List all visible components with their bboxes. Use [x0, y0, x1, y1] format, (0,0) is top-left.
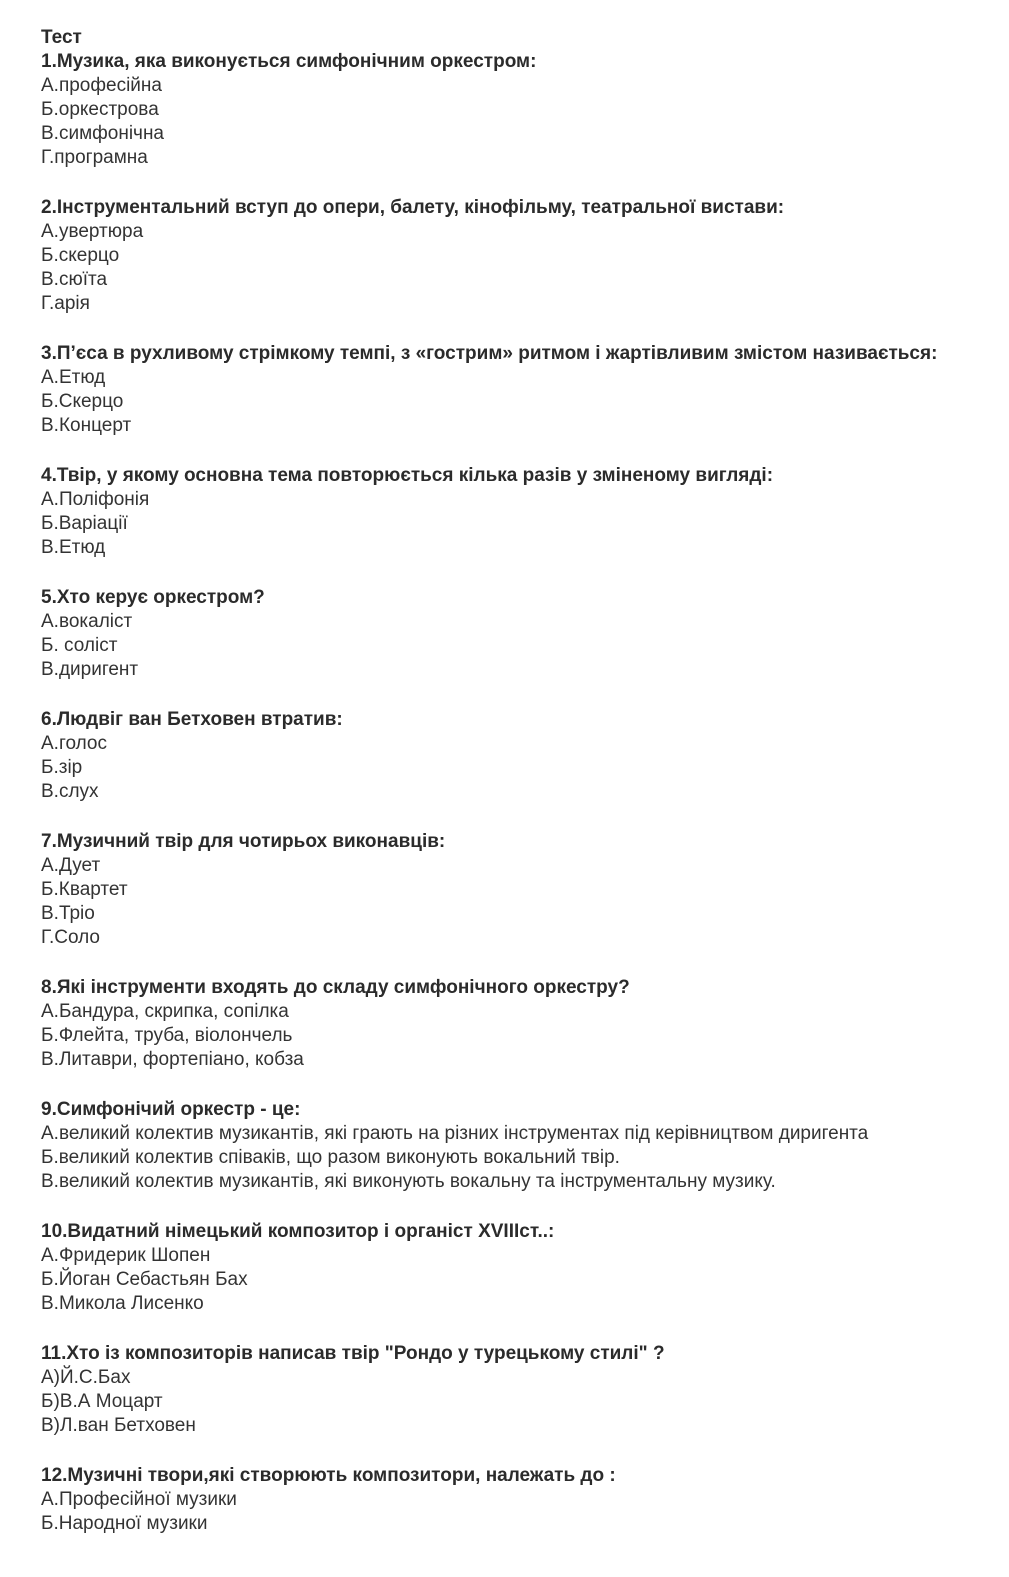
answer-option: А.Фридерик Шопен	[41, 1245, 211, 1266]
question-3	[41, 342, 1001, 438]
test-document	[41, 26, 1001, 1562]
answer-option: Б.Квартет	[41, 879, 128, 900]
question-text: 3.П’єса в рухливому стрімкому темпі, з «гострим» ритмом і жартівливим змістом називається:	[41, 343, 938, 364]
question-text: 6.Людвіг ван Бетховен втратив:	[41, 709, 343, 730]
answer-option: Б.зір	[41, 757, 83, 778]
question-text: 2.Інструментальний вступ до опери, балету, кінофільму, театральної вистави:	[41, 197, 785, 218]
question-text: 5.Хто керує оркестром?	[41, 587, 265, 608]
answer-option: А.Професійної музики	[41, 1489, 237, 1510]
answer-option: Г.арія	[41, 293, 90, 314]
answer-option: В.слух	[41, 781, 99, 802]
answer-option: А.Бандура, скрипка, сопілка	[41, 1001, 289, 1022]
answer-option: Б.великий колектив співаків, що разом виконують вокальний твір.	[41, 1147, 620, 1168]
page-title: Тест	[41, 27, 82, 48]
answer-option: Б.Йоган Себастьян Бах	[41, 1269, 248, 1290]
question-8	[41, 976, 1001, 1072]
question-text: 10.Видатний німецький композитор і органіст XVIIIст..:	[41, 1221, 555, 1242]
question-text: 7.Музичний твір для чотирьох виконавців:	[41, 831, 446, 852]
answer-option: В.диригент	[41, 659, 139, 680]
answer-option: В.Тріо	[41, 903, 95, 924]
answer-option: В)Л.ван Бетховен	[41, 1415, 196, 1436]
answer-option: В.Микола Лисенко	[41, 1293, 204, 1314]
answer-option: Б. соліст	[41, 635, 118, 656]
question-text: 4.Твір, у якому основна тема повторюється кілька разів у зміненому вигляді:	[41, 465, 774, 486]
question-9	[41, 1098, 1001, 1194]
answer-option: А.увертюра	[41, 221, 144, 242]
answer-option: Б.скерцо	[41, 245, 120, 266]
answer-option: Б.Флейта, труба, віолончель	[41, 1025, 293, 1046]
question-6	[41, 708, 1001, 804]
question-text: 8.Які інструменти входять до складу симфонічного оркестру?	[41, 977, 630, 998]
answer-option: Б.оркестрова	[41, 99, 159, 120]
question-1	[41, 50, 1001, 170]
answer-option: А.професійна	[41, 75, 162, 96]
answer-option: А.голос	[41, 733, 107, 754]
answer-option: В.Концерт	[41, 415, 132, 436]
question-list	[41, 50, 1001, 1536]
question-5	[41, 586, 1001, 682]
question-text: 12.Музичні твори,які створюють композитори, належать до :	[41, 1465, 616, 1486]
answer-option: В.сюїта	[41, 269, 108, 290]
answer-option: А.Дует	[41, 855, 101, 876]
answer-option: В.Етюд	[41, 537, 106, 558]
question-11	[41, 1342, 1001, 1438]
question-7	[41, 830, 1001, 950]
answer-option: А.Поліфонія	[41, 489, 150, 510]
answer-option: Б.Варіації	[41, 513, 128, 534]
answer-option: А)Й.С.Бах	[41, 1367, 131, 1388]
answer-option: В.симфонічна	[41, 123, 164, 144]
answer-option: А.вокаліст	[41, 611, 133, 632]
question-4	[41, 464, 1001, 560]
question-text: 11.Хто із композиторів написав твір "Рондо у турецькому стилі" ?	[41, 1343, 665, 1364]
answer-option: Б.Народної музики	[41, 1513, 208, 1534]
answer-option: Г.Соло	[41, 927, 100, 948]
answer-option: Г.програмна	[41, 147, 148, 168]
answer-option: В.великий колектив музикантів, які виконують вокальну та інструментальну музику.	[41, 1171, 776, 1192]
question-text: 1.Музика, яка виконується симфонічним оркестром:	[41, 51, 537, 72]
answer-option: В.Литаври, фортепіано, кобза	[41, 1049, 304, 1070]
question-12	[41, 1464, 1001, 1536]
question-2	[41, 196, 1001, 316]
answer-option: Б.Скерцо	[41, 391, 124, 412]
question-text: 9.Симфонічий оркестр - це:	[41, 1099, 301, 1120]
answer-option: Б)В.А Моцарт	[41, 1391, 163, 1412]
answer-option: А.Етюд	[41, 367, 106, 388]
question-10	[41, 1220, 1001, 1316]
answer-option: А.великий колектив музикантів, які грають на різних інструментах під керівництвом диригента	[41, 1123, 869, 1144]
